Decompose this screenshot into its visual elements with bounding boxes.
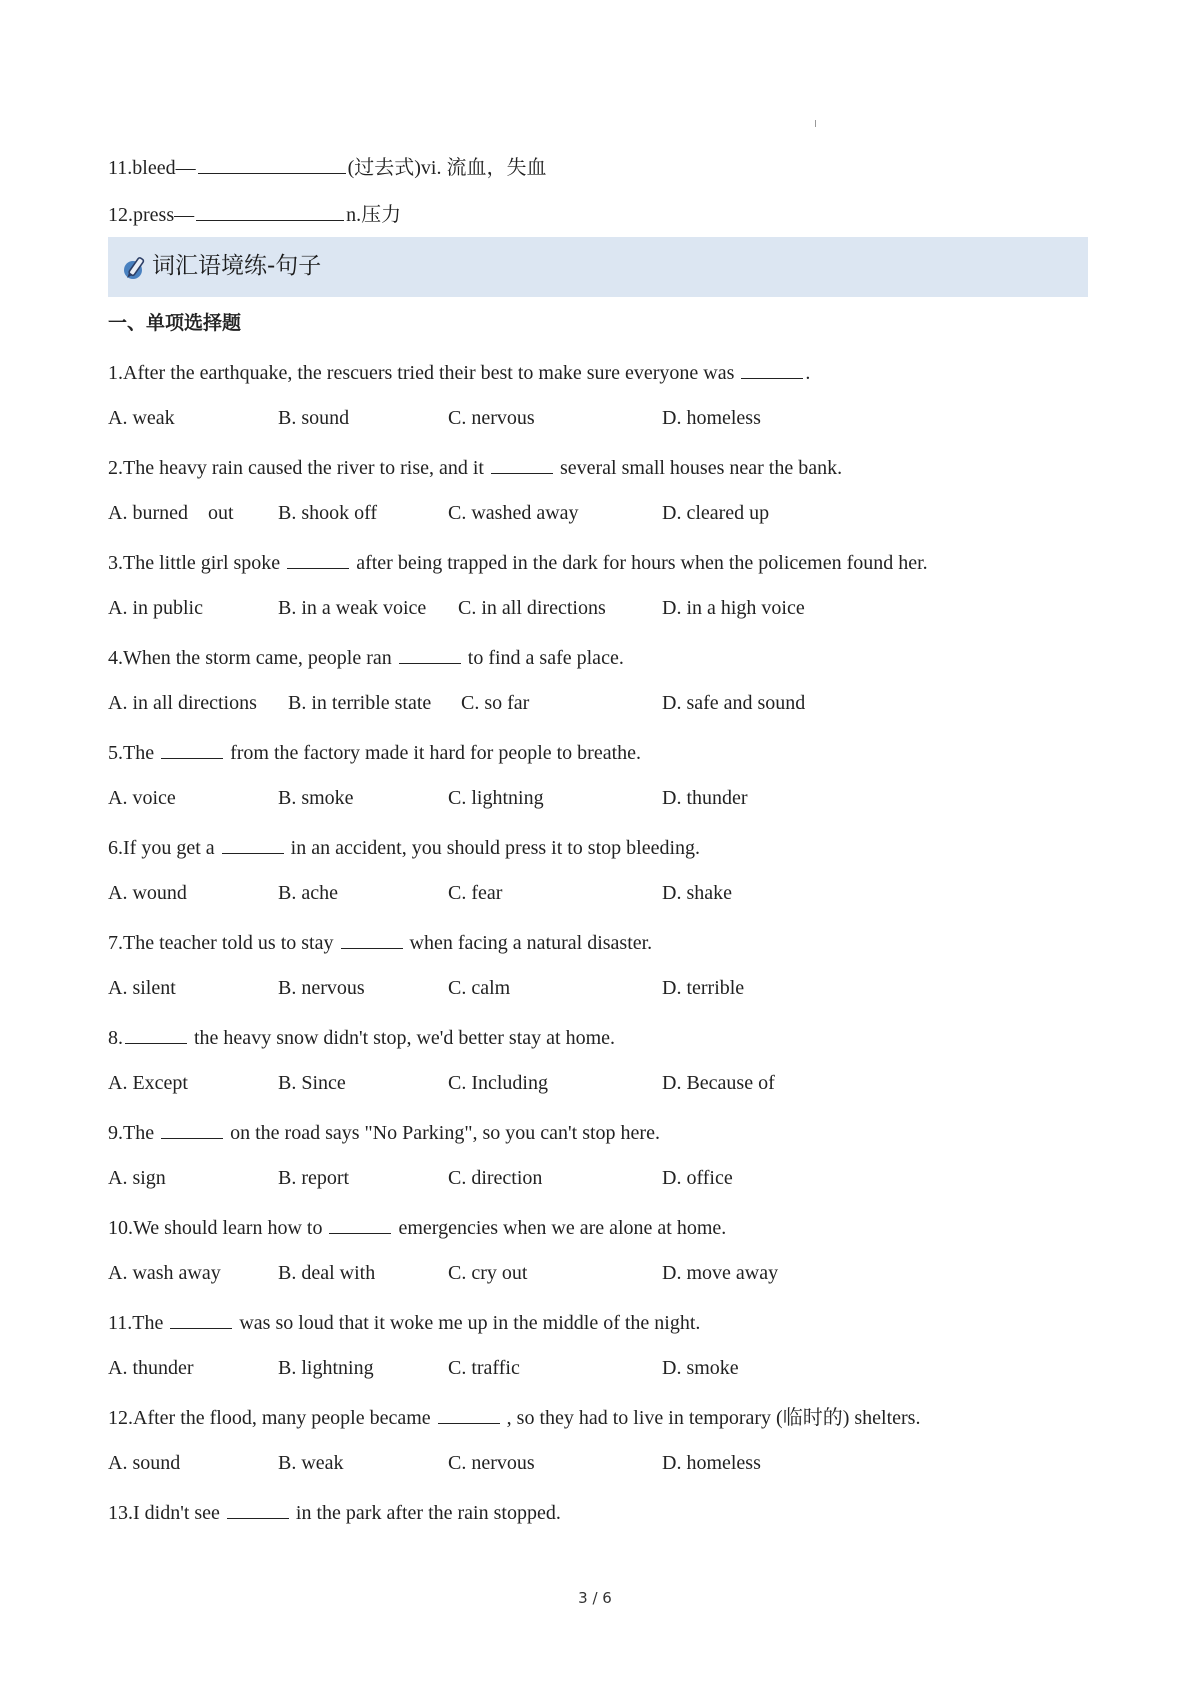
question-text: We should learn how to — [133, 1217, 323, 1239]
option-b[interactable]: B. deal with — [278, 1262, 376, 1284]
question-2 — [108, 453, 842, 481]
option-d[interactable]: D. cleared up — [662, 502, 770, 524]
option-a[interactable]: A. sign — [108, 1167, 166, 1189]
options-3 — [108, 595, 1008, 621]
option-d[interactable]: D. shake — [662, 882, 732, 904]
option-d[interactable]: D. move away — [662, 1262, 779, 1284]
question-text: After the earthquake, the rescuers tried their best to make sure everyone was — [123, 362, 735, 384]
answer-blank[interactable] — [741, 358, 803, 379]
question-3 — [108, 548, 928, 576]
option-c[interactable]: C. traffic — [448, 1357, 520, 1379]
option-a[interactable]: A. in public — [108, 597, 203, 619]
option-d[interactable]: D. homeless — [662, 407, 761, 429]
section-title: 词汇语境练-句子 — [152, 253, 322, 279]
pencil-icon — [122, 253, 150, 281]
option-c[interactable]: C. in all directions — [458, 597, 606, 619]
options-2 — [108, 500, 1008, 526]
option-d[interactable]: D. terrible — [662, 977, 745, 999]
option-d[interactable]: D. smoke — [662, 1357, 739, 1379]
option-d[interactable]: D. thunder — [662, 787, 748, 809]
option-b[interactable]: B. in a weak voice — [278, 597, 427, 619]
option-b[interactable]: B. weak — [278, 1452, 344, 1474]
answer-blank[interactable] — [329, 1213, 391, 1234]
option-a[interactable]: A. voice — [108, 787, 176, 809]
option-a[interactable]: A. silent — [108, 977, 176, 999]
question-number: 2. — [108, 457, 123, 479]
option-a[interactable]: A. sound — [108, 1452, 181, 1474]
vocab-dash: — — [174, 204, 195, 226]
question-text: The teacher told us to stay — [123, 932, 334, 954]
option-b[interactable]: B. in terrible state — [288, 692, 432, 714]
option-b[interactable]: B. report — [278, 1167, 350, 1189]
question-number: 10. — [108, 1217, 133, 1239]
page-number: 3 / 6 — [578, 1589, 612, 1607]
question-text: was so loud that it woke me up in the middle of the night. — [239, 1312, 701, 1334]
option-b[interactable]: B. Since — [278, 1072, 346, 1094]
option-b[interactable]: B. ache — [278, 882, 338, 904]
question-text: when facing a natural disaster. — [409, 932, 653, 954]
question-1 — [108, 358, 810, 386]
option-d[interactable]: D. office — [662, 1167, 733, 1189]
answer-blank[interactable] — [222, 833, 284, 854]
question-number: 11. — [108, 1312, 133, 1334]
answer-blank[interactable] — [196, 200, 344, 221]
option-c[interactable]: C. cry out — [448, 1262, 528, 1284]
answer-blank[interactable] — [198, 153, 346, 174]
question-4 — [108, 643, 624, 671]
option-b[interactable]: B. smoke — [278, 787, 354, 809]
options-10 — [108, 1260, 1008, 1286]
options-1 — [108, 405, 1008, 431]
question-text: When the storm came, people ran — [123, 647, 392, 669]
vocab-word: press — [133, 204, 175, 226]
question-text: The — [123, 742, 155, 764]
question-number: 1. — [108, 362, 123, 384]
vocab-hint: (过去式)vi. 流血，失血 — [347, 157, 547, 179]
question-text: emergencies when we are alone at home. — [398, 1217, 727, 1239]
option-a[interactable]: A. in all directions — [108, 692, 257, 714]
question-number: 8. — [108, 1027, 123, 1049]
vocab-number: 12. — [108, 204, 133, 226]
question-number: 4. — [108, 647, 123, 669]
vocab-item-11 — [108, 153, 546, 181]
option-b[interactable]: B. shook off — [278, 502, 378, 524]
question-7 — [108, 928, 652, 956]
option-a[interactable]: A. weak — [108, 407, 175, 429]
vocab-word: bleed — [132, 157, 176, 179]
question-number: 9. — [108, 1122, 123, 1144]
question-number: 13. — [108, 1502, 133, 1524]
question-9 — [108, 1118, 660, 1146]
answer-blank[interactable] — [161, 738, 223, 759]
question-text: after being trapped in the dark for hours when the policemen found her. — [356, 552, 928, 574]
question-number: 6. — [108, 837, 123, 859]
vocab-number: 11. — [108, 157, 133, 179]
answer-blank[interactable] — [287, 548, 349, 569]
option-c[interactable]: C. direction — [448, 1167, 543, 1189]
option-d[interactable]: D. in a high voice — [662, 597, 805, 619]
option-c[interactable]: C. washed away — [448, 502, 579, 524]
options-8 — [108, 1070, 1008, 1096]
option-a[interactable]: A. thunder — [108, 1357, 194, 1379]
option-d[interactable]: D. homeless — [662, 1452, 761, 1474]
option-d[interactable]: D. Because of — [662, 1072, 775, 1094]
question-11 — [108, 1308, 700, 1336]
options-9 — [108, 1165, 1008, 1191]
option-c[interactable]: C. fear — [448, 882, 503, 904]
question-text: from the factory made it hard for people to breathe. — [230, 742, 642, 764]
option-c[interactable]: C. calm — [448, 977, 511, 999]
option-a[interactable]: A. burned out — [108, 502, 234, 524]
options-5 — [108, 785, 1008, 811]
answer-blank[interactable] — [161, 1118, 223, 1139]
question-text: . — [805, 362, 811, 384]
question-12 — [108, 1403, 920, 1431]
option-a[interactable]: A. wash away — [108, 1262, 221, 1284]
question-text: The little girl spoke — [123, 552, 281, 574]
question-number: 5. — [108, 742, 123, 764]
answer-blank[interactable] — [341, 928, 403, 949]
option-b[interactable]: B. nervous — [278, 977, 365, 999]
answer-blank[interactable] — [227, 1498, 289, 1519]
option-c[interactable]: C. Including — [448, 1072, 548, 1094]
question-text: The — [123, 1122, 155, 1144]
options-12 — [108, 1450, 1008, 1476]
option-a[interactable]: A. wound — [108, 882, 187, 904]
question-5 — [108, 738, 641, 766]
exercise-subheading: 一、单项选择题 — [108, 312, 242, 334]
options-6 — [108, 880, 1008, 906]
vocab-hint: n.压力 — [346, 204, 402, 226]
option-c[interactable]: C. lightning — [448, 787, 544, 809]
question-text: I didn't see — [133, 1502, 220, 1524]
vocab-item-12 — [108, 200, 401, 228]
question-text: The heavy rain caused the river to rise, and it — [123, 457, 484, 479]
answer-blank[interactable] — [170, 1308, 232, 1329]
question-text: The — [132, 1312, 164, 1334]
question-text: , so they had to live in temporary (临时的) shelters. — [506, 1407, 921, 1429]
answer-blank[interactable] — [491, 453, 553, 474]
question-number: 7. — [108, 932, 123, 954]
question-text: on the road says "No Parking", so you can't stop here. — [230, 1122, 660, 1144]
options-7 — [108, 975, 1008, 1001]
option-c[interactable]: C. nervous — [448, 407, 535, 429]
question-text: in an accident, you should press it to stop bleeding. — [290, 837, 701, 859]
question-number: 3. — [108, 552, 123, 574]
answer-blank[interactable] — [438, 1403, 500, 1424]
question-10 — [108, 1213, 726, 1241]
vocab-dash: — — [175, 157, 196, 179]
option-c[interactable]: C. nervous — [448, 1452, 535, 1474]
question-text: If you get a — [123, 837, 215, 859]
answer-blank[interactable] — [125, 1023, 187, 1044]
option-b[interactable]: B. sound — [278, 407, 350, 429]
question-text: the heavy snow didn't stop, we'd better stay at home. — [194, 1027, 616, 1049]
options-11 — [108, 1355, 1008, 1381]
answer-blank[interactable] — [399, 643, 461, 664]
question-6 — [108, 833, 700, 861]
question-number: 12. — [108, 1407, 133, 1429]
question-text: in the park after the rain stopped. — [295, 1502, 561, 1524]
option-b[interactable]: B. lightning — [278, 1357, 374, 1379]
question-text: After the flood, many people became — [133, 1407, 431, 1429]
question-text: to find a safe place. — [467, 647, 624, 669]
option-c[interactable]: C. so far — [461, 692, 530, 714]
page-mark — [815, 120, 816, 127]
options-4 — [108, 690, 1008, 716]
question-13 — [108, 1498, 561, 1526]
option-a[interactable]: A. Except — [108, 1072, 188, 1094]
option-d[interactable]: D. safe and sound — [662, 692, 806, 714]
question-text: several small houses near the bank. — [559, 457, 843, 479]
question-8 — [108, 1023, 615, 1051]
